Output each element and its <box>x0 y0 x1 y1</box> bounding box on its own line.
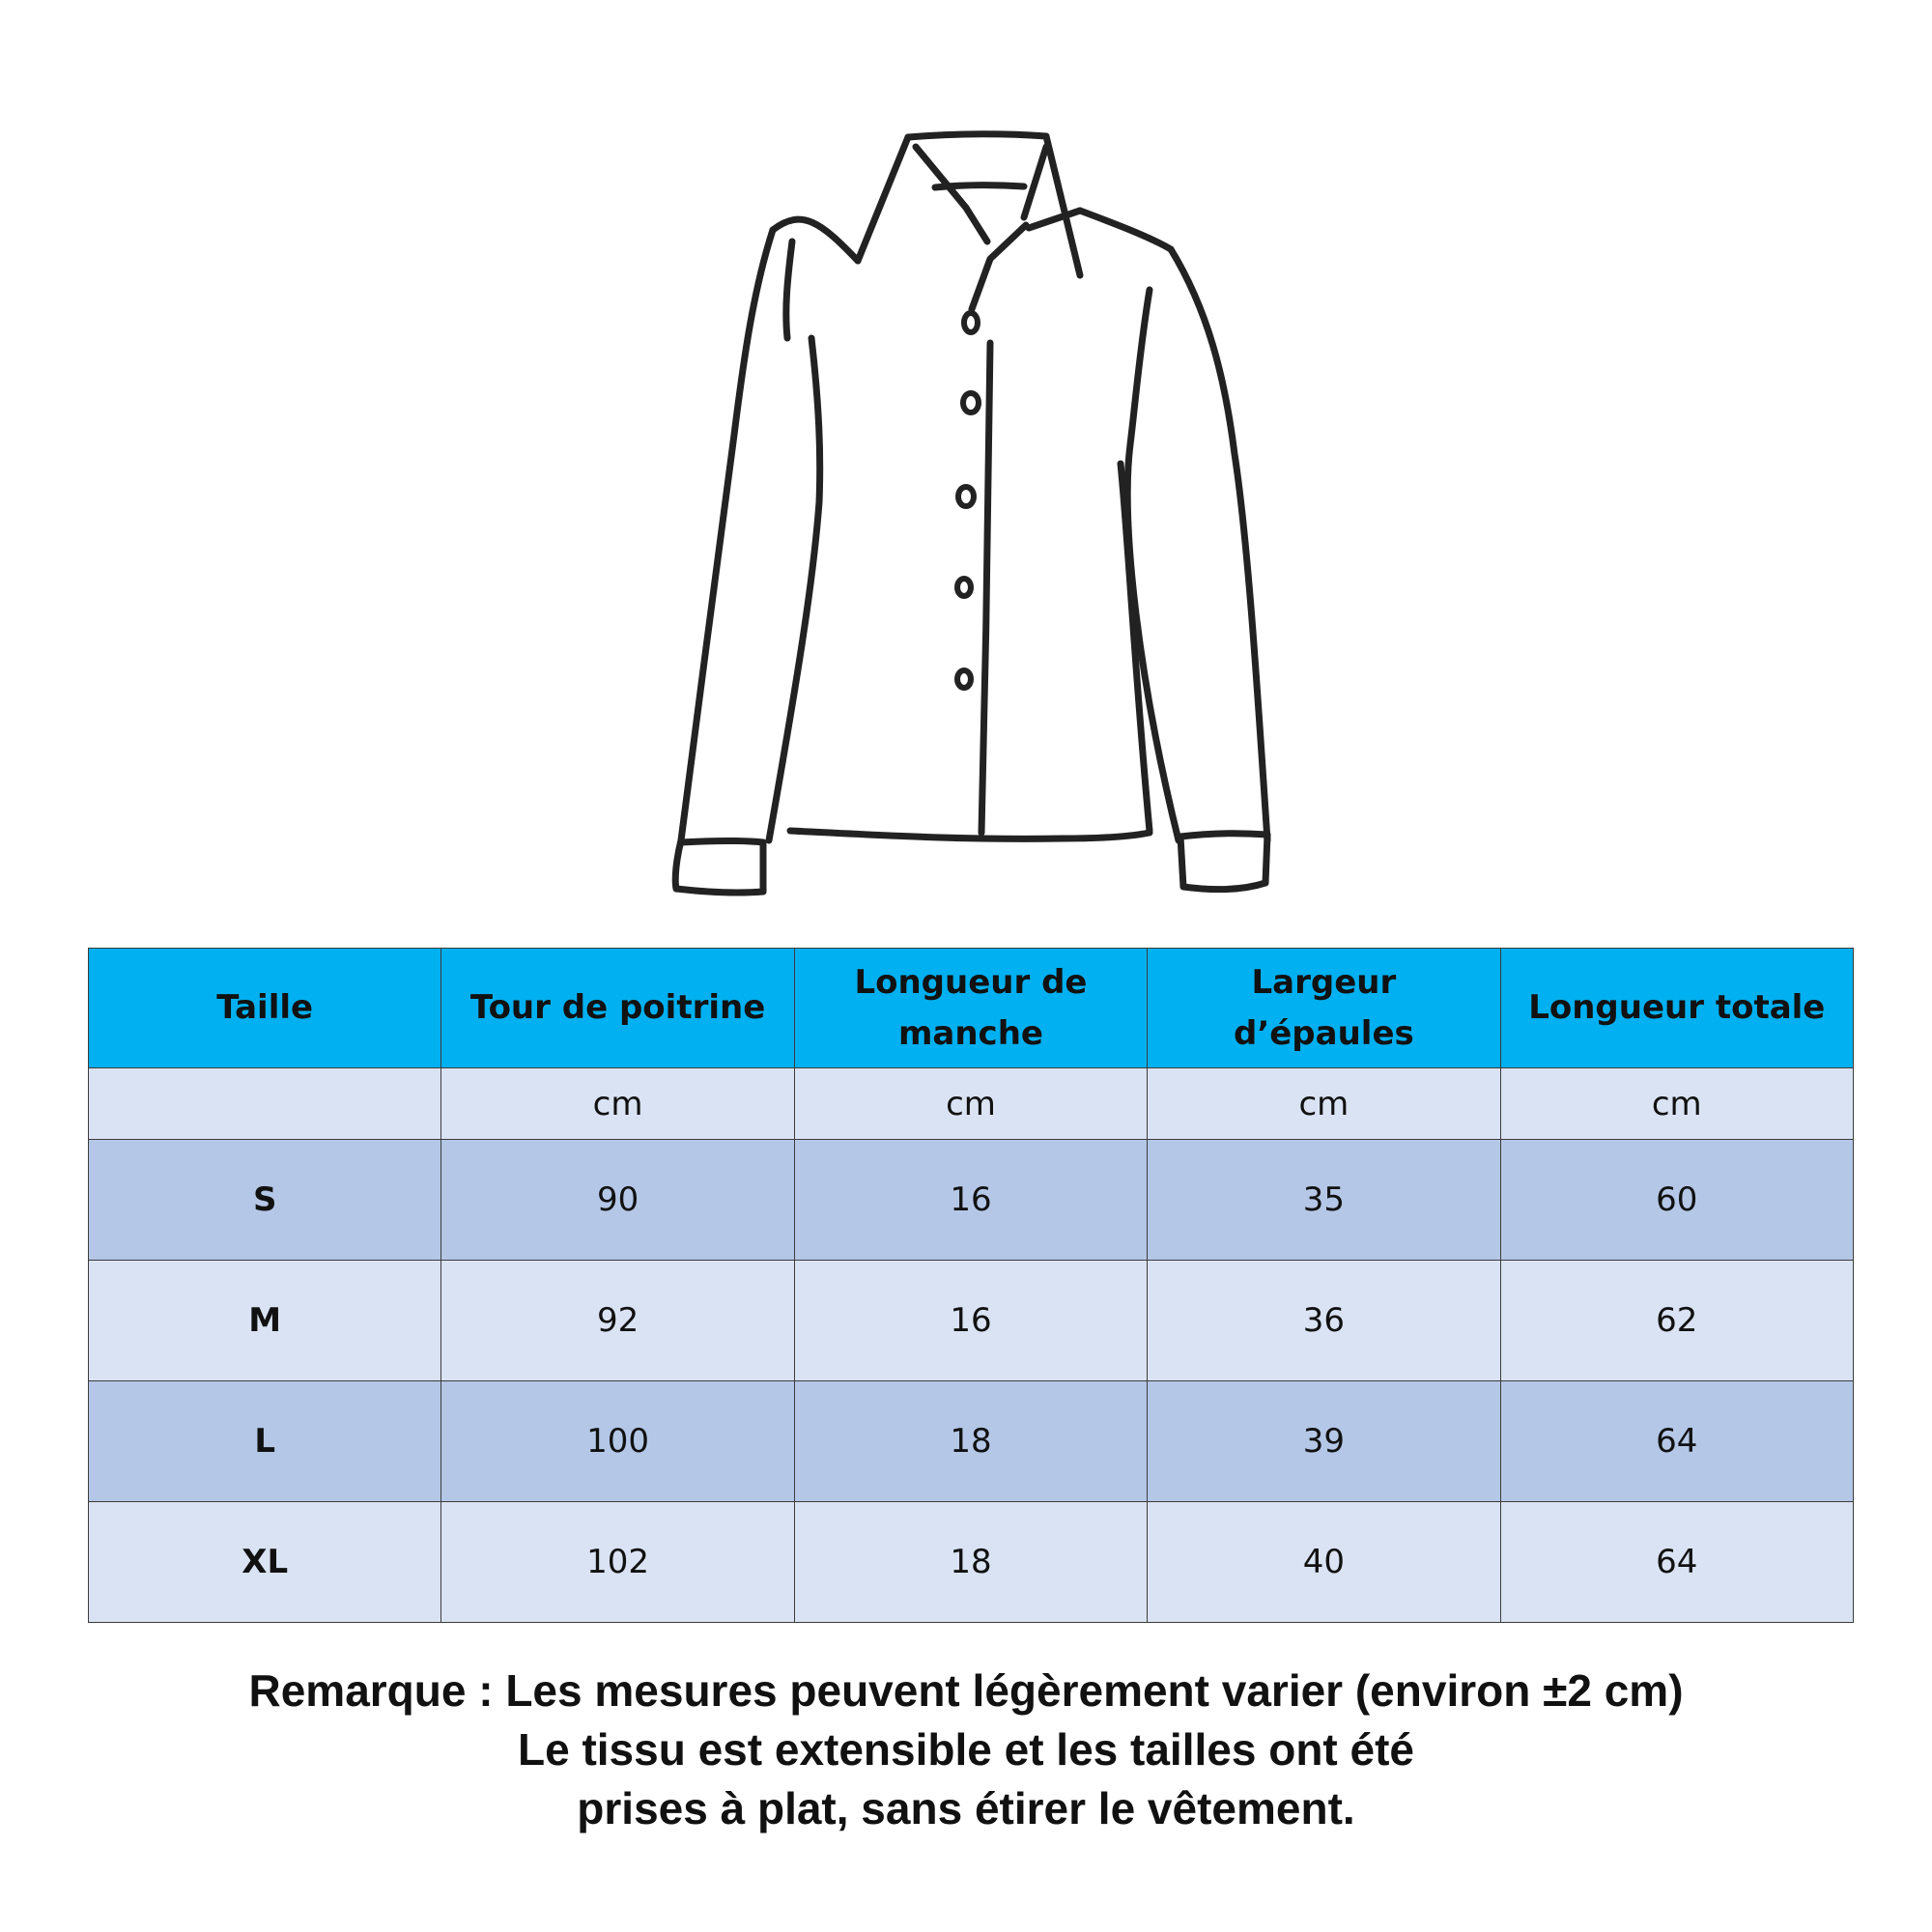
table-cell: 90 <box>441 1140 794 1261</box>
units-row <box>89 1068 1854 1140</box>
table-row <box>89 1381 1854 1502</box>
header-tour-de-poitrine: Tour de poitrine <box>441 949 794 1068</box>
header-longueur-totale: Longueur totale <box>1500 949 1853 1068</box>
table-cell: 16 <box>794 1261 1147 1381</box>
unit-cell: cm <box>441 1068 794 1140</box>
size-cell: M <box>89 1261 441 1381</box>
table-cell: 102 <box>441 1502 794 1623</box>
table-cell: 18 <box>794 1502 1147 1623</box>
table-cell: 35 <box>1148 1140 1500 1261</box>
size-cell: XL <box>89 1502 441 1623</box>
unit-cell: cm <box>1500 1068 1853 1140</box>
measurement-note <box>0 1662 1932 1838</box>
shirt-sketch-icon <box>0 0 1932 927</box>
size-cell: L <box>89 1381 441 1502</box>
unit-cell: cm <box>794 1068 1147 1140</box>
table-row <box>89 1140 1854 1261</box>
header-row <box>89 949 1854 1068</box>
table-cell: 40 <box>1148 1502 1500 1623</box>
table-cell: 18 <box>794 1381 1147 1502</box>
size-table <box>88 948 1854 1623</box>
table-cell: 39 <box>1148 1381 1500 1502</box>
header-longueur-de-manche: Longueur de manche <box>794 949 1147 1068</box>
note-line-3: prises à plat, sans étirer le vêtement. <box>577 1783 1355 1833</box>
unit-cell: cm <box>1148 1068 1500 1140</box>
size-cell: S <box>89 1140 441 1261</box>
table-row <box>89 1502 1854 1623</box>
table-cell: 62 <box>1500 1261 1853 1381</box>
table-cell: 64 <box>1500 1381 1853 1502</box>
table-cell: 16 <box>794 1140 1147 1261</box>
header-taille: Taille <box>89 949 441 1068</box>
note-line-2: Le tissu est extensible et les tailles ont été <box>517 1724 1415 1775</box>
table-cell: 64 <box>1500 1502 1853 1623</box>
table-cell: 36 <box>1148 1261 1500 1381</box>
table-cell: 60 <box>1500 1140 1853 1261</box>
note-line-1: Remarque : Les mesures peuvent légèrement varier (environ ±2 cm) <box>248 1665 1684 1716</box>
table-row <box>89 1261 1854 1381</box>
unit-cell <box>89 1068 441 1140</box>
table-cell: 92 <box>441 1261 794 1381</box>
table-cell: 100 <box>441 1381 794 1502</box>
header-largeur-epaules: Largeur d’épaules <box>1148 949 1500 1068</box>
